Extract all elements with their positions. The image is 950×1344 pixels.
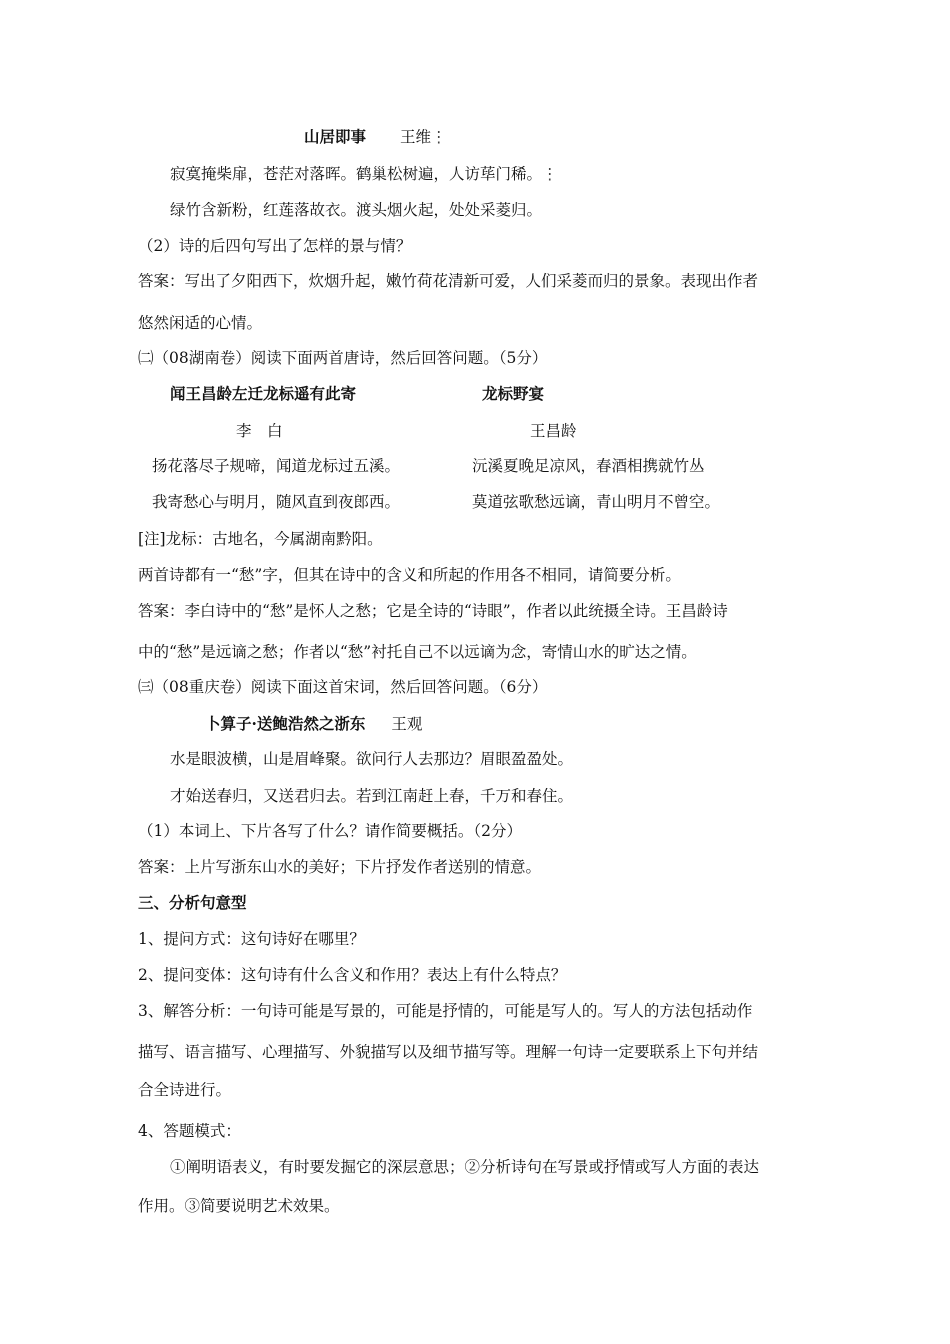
poem-line: 绿竹含新粉，红莲落故衣。渡头烟火起，处处采菱归。 (170, 201, 543, 219)
poem-b-author: 王昌龄 (530, 422, 577, 440)
part-heading: 三、分析句意型 (138, 893, 247, 912)
margin-mark: ⋮ (431, 128, 447, 146)
poem-line-text: 寂寞掩柴扉，苍茫对落晖。鹤巢松树遍，人访荜门稀。 (170, 165, 543, 183)
ci-title: 卜算子·送鲍浩然之浙东 (205, 714, 366, 733)
list-item-continued: ①阐明语表义，有时要发掘它的深层意思；②分析诗句在写景或抒情或写人方面的表达 (170, 1158, 760, 1176)
ci-author: 王观 (391, 715, 423, 733)
list-item: 1、提问方式：这句诗好在哪里？ (138, 930, 365, 948)
answer-line: 答案：李白诗中的“愁”是怀人之愁；它是全诗的“诗眼”，作者以此统摄全诗。王昌龄诗 (138, 602, 728, 620)
poem-b-title: 龙标野宴 (482, 384, 545, 403)
list-item-continued: 描写、语言描写、心理描写、外貌描写以及细节描写等。理解一句诗一定要联系上下句并结 (138, 1043, 759, 1061)
ci-line: 水是眼波横，山是眉峰聚。欲问行人去那边？眉眼盈盈处。 (170, 750, 574, 768)
poem-a-line: 扬花落尽子规啼，闻道龙标过五溪。 (152, 457, 401, 475)
poem-a-author: 李 白 (236, 422, 283, 440)
question: （2）诗的后四句写出了怎样的景与情？ (138, 237, 412, 255)
poem-title: 山居即事 (304, 127, 367, 146)
list-item-continued: 合全诗进行。 (138, 1081, 232, 1099)
list-item: 4、答题模式： (138, 1122, 241, 1140)
answer-line: 中的“愁”是远谪之愁；作者以“愁”衬托自己不以远谪为念，寄情山水的旷达之情。 (138, 643, 697, 661)
poem-title-line (304, 127, 447, 147)
answer-line: 悠然闲适的心情。 (138, 314, 263, 332)
poem-b-line: 沅溪夏晚足凉风，春酒相携就竹丛 (472, 457, 705, 475)
poem-line (170, 164, 558, 184)
ci-title-line (205, 714, 422, 734)
question: 两首诗都有一“愁”字，但其在诗中的含义和所起的作用各不相同，请简要分析。 (138, 566, 681, 584)
section-heading: ㈡（08湖南卷）阅读下面两首唐诗，然后回答问题。（5分） (138, 349, 548, 367)
list-item: 3、解答分析：一句诗可能是写景的，可能是抒情的，可能是写人的。写人的方法包括动作 (138, 1002, 753, 1020)
poem-a-title: 闻王昌龄左迁龙标遥有此寄 (170, 384, 357, 403)
list-item: 2、提问变体：这句诗有什么含义和作用？表达上有什么特点？ (138, 966, 567, 984)
answer-line: 答案：写出了夕阳西下，炊烟升起，嫩竹荷花清新可爱，人们采菱而归的景象。表现出作者 (138, 272, 759, 290)
poem-author: 王维 (400, 128, 432, 146)
question: （1）本词上、下片各写了什么？请作简要概括。（2分） (138, 822, 522, 840)
list-item-continued: 作用。③简要说明艺术效果。 (138, 1197, 340, 1215)
note: [注]龙标：古地名，今属湖南黔阳。 (138, 530, 383, 548)
ci-line: 才始送春归，又送君归去。若到江南赶上春，千万和春住。 (170, 787, 574, 805)
poem-b-line: 莫道弦歌愁远谪，青山明月不曾空。 (472, 493, 721, 511)
answer-line: 答案：上片写浙东山水的美好；下片抒发作者送别的情意。 (138, 858, 542, 876)
section-heading: ㈢（08重庆卷）阅读下面这首宋词，然后回答问题。（6分） (138, 678, 548, 696)
poem-a-line: 我寄愁心与明月，随风直到夜郎西。 (152, 493, 401, 511)
margin-mark: ⋮ (542, 165, 558, 183)
